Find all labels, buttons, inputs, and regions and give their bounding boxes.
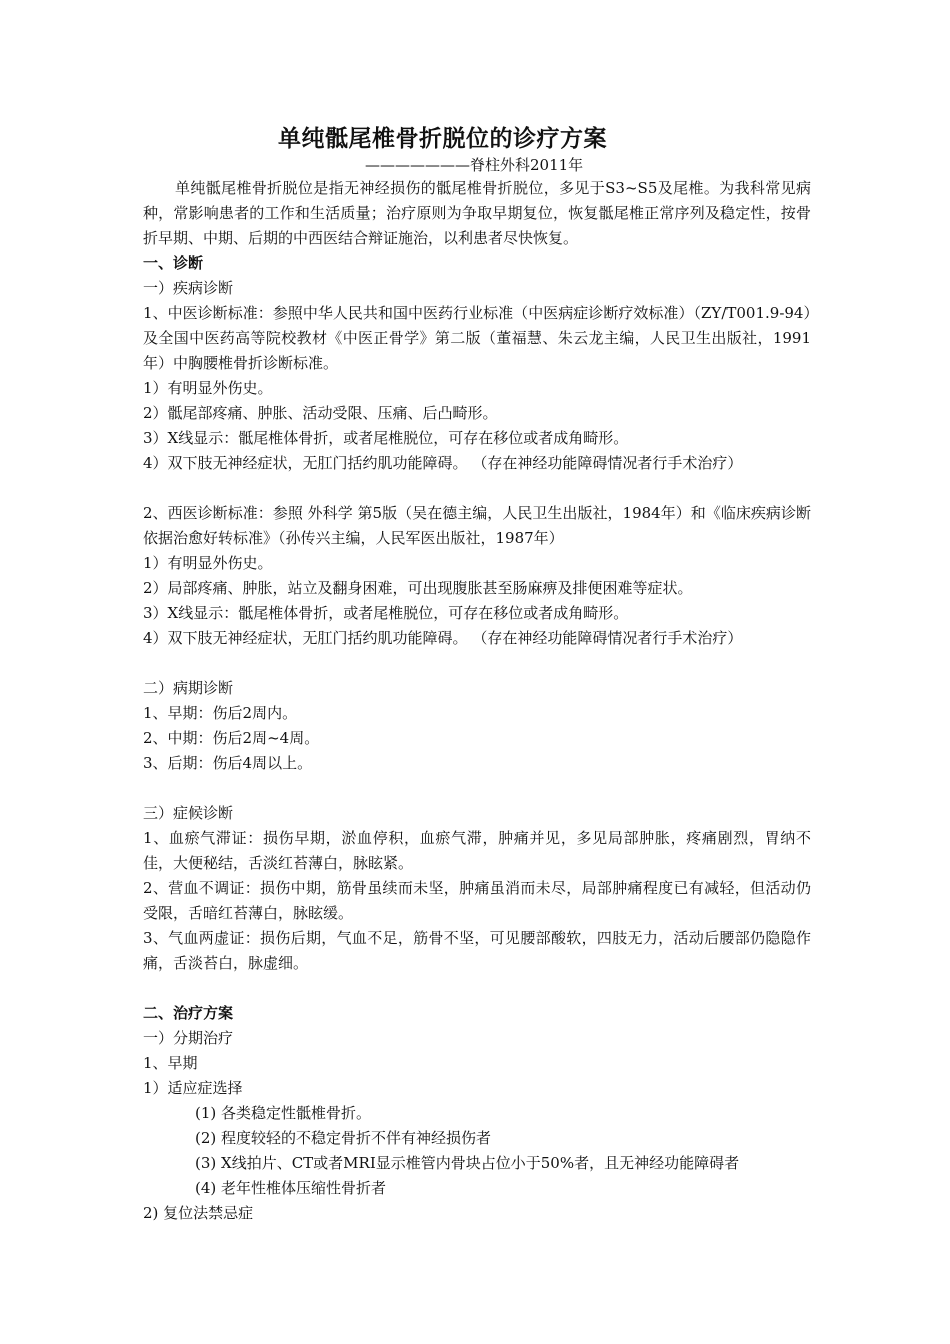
- list-item: 1）有明显外伤史。: [143, 379, 273, 397]
- list-item: (2) 程度较轻的不稳定骨折不伴有神经损伤者: [195, 1129, 492, 1147]
- spacer: [143, 476, 811, 501]
- subsection-heading: 一）疾病诊断: [143, 279, 234, 297]
- section-heading: 一、诊断: [143, 254, 204, 272]
- list-item: 3）X线显示：骶尾椎体骨折，或者尾椎脱位，可存在移位或者成角畸形。: [143, 604, 629, 622]
- list-item: 2、中期：伤后2周~4周。: [143, 729, 320, 747]
- subsection-heading: 二）病期诊断: [143, 679, 234, 697]
- stage-heading: 1、早期: [143, 1054, 198, 1072]
- list-item: (3) X线拍片、CT或者MRI显示椎管内骨块占位小于50%者，且无神经功能障碍者: [195, 1154, 740, 1172]
- list-item: 2）骶尾部疼痛、肿胀、活动受限、压痛、后凸畸形。: [143, 404, 498, 422]
- contraindication-heading: 2) 复位法禁忌症: [143, 1204, 254, 1222]
- indication-heading: 1）适应症选择: [143, 1079, 243, 1097]
- list-item: 4）双下肢无神经症状，无肛门括约肌功能障碍。 （存在神经功能障碍情况者行手术治疗）: [143, 454, 743, 472]
- section-heading: 二、治疗方案: [143, 1004, 234, 1022]
- wm-criteria: 2、西医诊断标准：参照 外科学 第5版（吴在德主编，人民卫生出版社，1984年）和《临床疾病诊断依据治愈好转标准》（孙传兴主编，人民军医出版社，1987年）: [143, 504, 811, 547]
- list-item: (4) 老年性椎体压缩性骨折者: [195, 1179, 387, 1197]
- spacer: [143, 776, 811, 801]
- document-title: 单纯骶尾椎骨折脱位的诊疗方案: [278, 126, 607, 152]
- subsection-heading: 一）分期治疗: [143, 1029, 234, 1047]
- list-item: 1、血瘀气滞证：损伤早期，淤血停积，血瘀气滞，肿痛并见，多见局部肿胀，疼痛剧烈，胃纳不佳，大便秘结，舌淡红苔薄白，脉眩紧。: [143, 829, 811, 872]
- document-body: [143, 176, 811, 1226]
- list-item: 1、早期：伤后2周内。: [143, 704, 298, 722]
- list-item: 1）有明显外伤史。: [143, 554, 273, 572]
- list-item: (1) 各类稳定性骶椎骨折。: [195, 1104, 372, 1122]
- list-item: 3、后期：伤后4周以上。: [143, 754, 313, 772]
- list-item: 3、气血两虚证：损伤后期，气血不足，筋骨不坚，可见腰部酸软，四肢无力，活动后腰部仍隐隐作痛，舌淡苔白，脉虚细。: [143, 929, 811, 972]
- spacer: [143, 651, 811, 676]
- document-subtitle: ———————脊柱外科2011年: [365, 156, 584, 174]
- spacer: [143, 976, 811, 1001]
- list-item: 2、营血不调证：损伤中期，筋骨虽续而未坚，肿痛虽消而未尽，局部肿痛程度已有减轻，但活动仍受限，舌暗红苔薄白，脉眩缓。: [143, 879, 811, 922]
- list-item: 4）双下肢无神经症状，无肛门括约肌功能障碍。 （存在神经功能障碍情况者行手术治疗）: [143, 629, 743, 647]
- subsection-heading: 三）症候诊断: [143, 804, 234, 822]
- list-item: 2）局部疼痛、肿胀，站立及翻身困难，可出现腹胀甚至肠麻痹及排便困难等症状。: [143, 579, 693, 597]
- list-item: 3）X线显示：骶尾椎体骨折，或者尾椎脱位，可存在移位或者成角畸形。: [143, 429, 629, 447]
- tcm-criteria: 1、中医诊断标准：参照中华人民共和国中医药行业标准（中医病症诊断疗效标准）（ZY/T001.9-94）及全国中医药高等院校教材《中医正骨学》第二版（董福慧、朱云龙主编，人民卫生出版社，1991年）中胸腰椎骨折诊断标准。: [143, 304, 811, 372]
- intro-paragraph: 单纯骶尾椎骨折脱位是指无神经损伤的骶尾椎骨折脱位，多见于S3~S5及尾椎。为我科常见病种，常影响患者的工作和生活质量；治疗原则为争取早期复位，恢复骶尾椎正常序列及稳定性，按骨折早期、中期、后期的中西医结合辩证施治，以利患者尽快恢复。: [143, 179, 811, 247]
